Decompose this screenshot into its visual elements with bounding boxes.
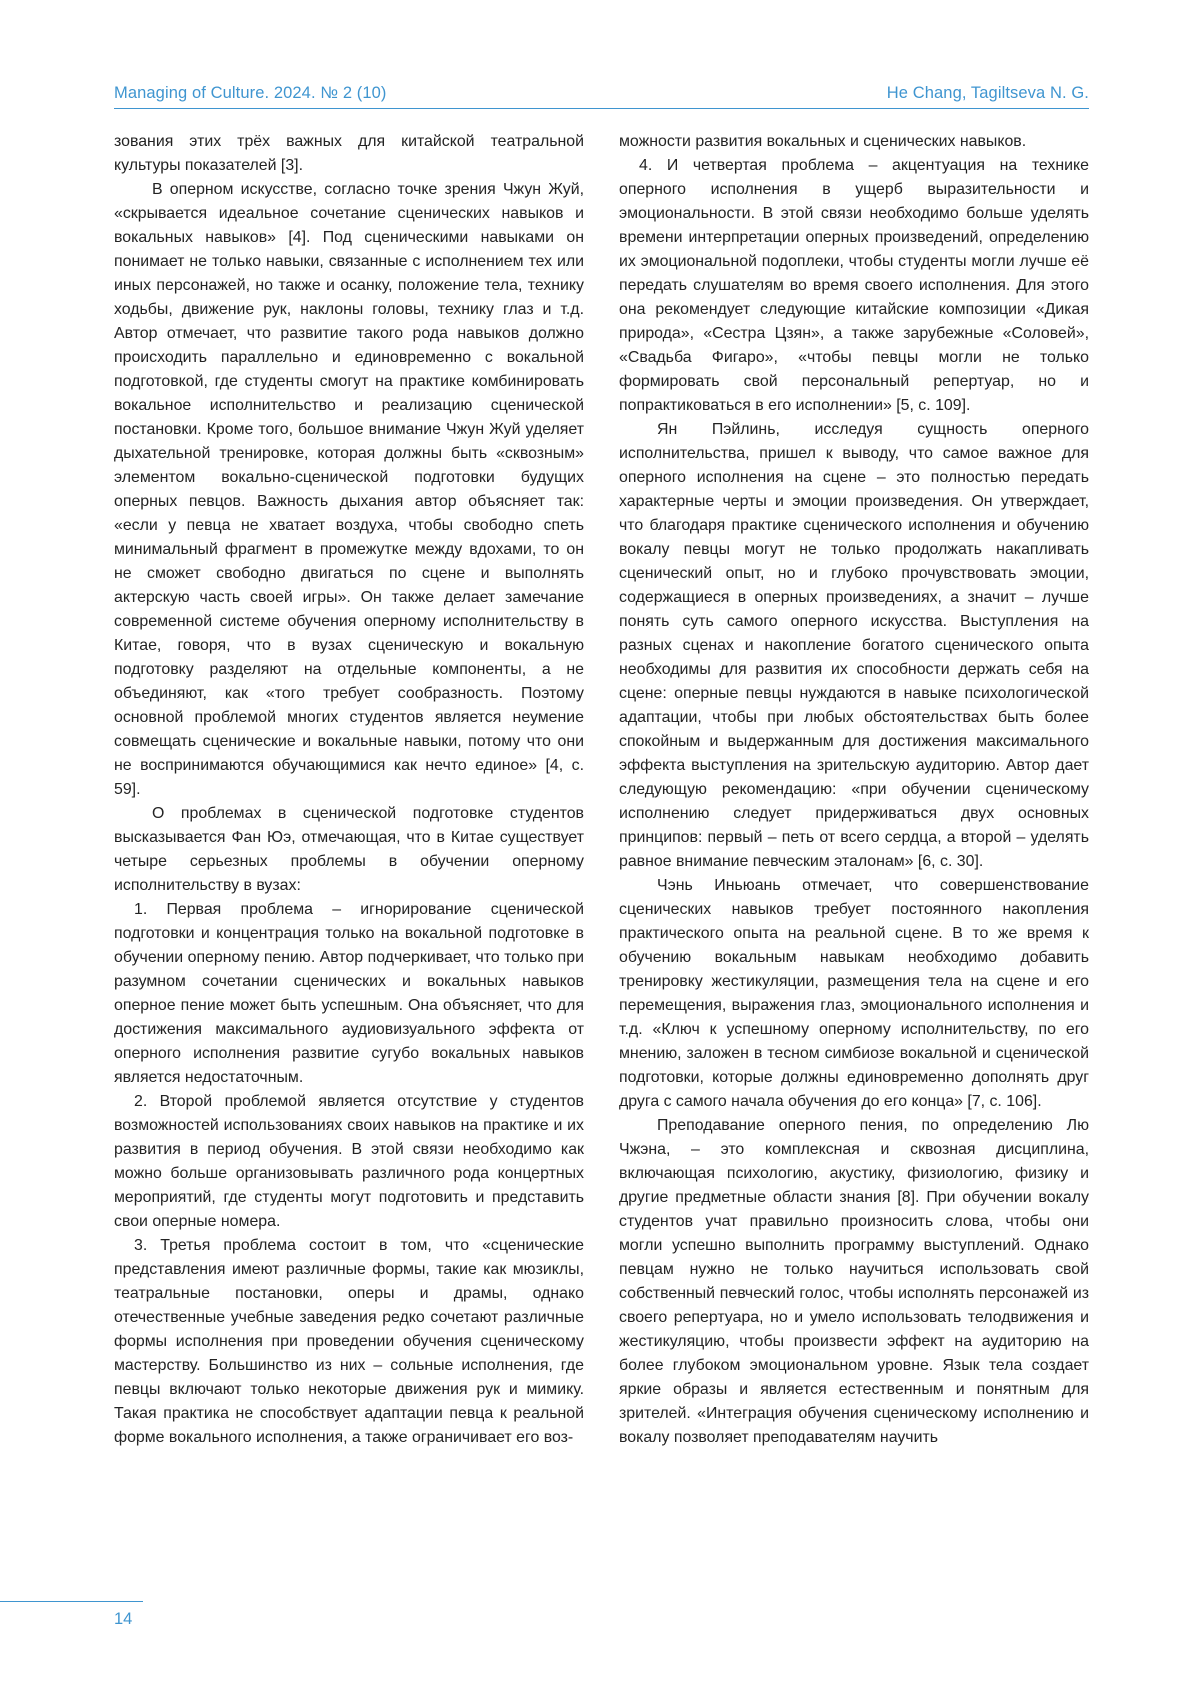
running-head [114,84,1089,109]
article-authors: He Chang, Tagiltseva N. G. [886,84,1089,102]
page-number: 14 [114,1610,133,1628]
paragraph: Ян Пэйлинь, исследуя сущность оперного исполнительства, пришел к выводу, что самое важное для оперного исполнения на сцене – это полностью передать характерные черты и эмоции произведения. Он утверждает, что благодаря практике сценического исполнения и обучению вокалу певцы могут не только продолжать накапливать сценический опыт, но и глубоко прочувствовать эмоции, содержащиеся в оперных произведениях, а значит – лучше понять суть самого оперного искусства. Выступления на разных сценах и накопление богатого сценического опыта необходимы для развития их способности держать себя на сцене: оперные певцы нуждаются в навыке психологической адаптации, чтобы при любых обстоятельствах быть более спокойным и выдержанным для достижения максимального эффекта выступления на зрительскую аудиторию. Автор дает следующую рекомендацию: «при обучении сценическому исполнению следует придерживаться двух основных принципов: первый – петь от всего сердца, а второй – уделять равное внимание певческим эталонам» [6, с. 30]. [619,421,1089,870]
paragraph: В оперном искусстве, согласно точке зрения Чжун Жуй, «скрывается идеальное сочетание сценических навыков и вокальных навыков» [4]. Под сценическими навыками он понимает не только навыки, связанные с исполнением тех или иных персонажей, но также и осанку, положение тела, технику ходьбы, движение рук, наклоны головы, технику глаз и т.д. Автор отмечает, что развитие такого рода навыков должно происходить параллельно и единовременно с вокальной подготовкой, где студенты смогут на практике комбинировать вокальное исполнительство и реализацию сценической постановки. Кроме того, большое внимание Чжун Жуй уделяет дыхательной тренировке, которая должны быть «сквозным» элементом вокально-сценической подготовки будущих оперных певцов. Важность дыхания автор объясняет так: «если у певца не хватает воздуха, чтобы свободно спеть минимальный фрагмент в промежутке между вдохами, то он не сможет свободно двигаться по сцене и выполнять актерскую часть своей игры». Он также делает замечание современной системе обучения оперному исполнительству в Китае, говоря, что в вузах сценическую и вокальную подготовку разделяют на отдельные компоненты, а не объединяют, как «того требует сообразность. Поэтому основной проблемой многих студентов является неумение совмещать сценические и вокальные навыки, потому что они не воспринимаются обучающимися как нечто единое» [4, с. 59]. [114,181,584,798]
paragraph: О проблемах в сценической подготовке студентов высказывается Фан Юэ, отмечающая, что в Китае существует четыре серьезных проблемы в обучении оперному исполнительству в вузах: [114,805,584,894]
paragraph: зования этих трёх важных для китайской театральной культуры показателей [3]. [114,133,584,174]
list-item: 1. Первая проблема – игнорирование сценической подготовки и концентрация только на вокальной подготовке в обучении оперному пению. Автор подчеркивает, что только при разумном сочетании сценических и вокальных навыков оперное пение может быть успешным. Она объясняет, что для достижения максимального аудиовизуального эффекта от оперного исполнения развитие сугубо вокальных навыков является недостаточным. [114,901,584,1086]
right-column [619,130,1089,1450]
list-item: 4. И четвертая проблема – акцентуация на технике оперного исполнения в ущерб выразительности и эмоциональности. В этой связи необходимо больше уделять времени интерпретации оперных произведений, определению их эмоциональной подоплеки, чтобы студенты могли лучше её передать слушателям во время своего исполнения. Для этого она рекомендует следующие китайские композиции «Дикая природа», «Сестра Цзян», а также зарубежные «Соловей», «Свадьба Фигаро», «чтобы певцы могли не только формировать свой персональный репертуар, но и попрактиковаться в его исполнении» [5, с. 109]. [619,157,1089,414]
paragraph: можности развития вокальных и сценических навыков. [619,133,1027,150]
journal-title: Managing of Culture. 2024. № 2 (10) [114,84,387,102]
list-item: 3. Третья проблема состоит в том, что «сценические представления имеют различные формы, такие как мюзиклы, театральные постановки, оперы и драмы, однако отечественные учебные заведения редко сочетают различные формы исполнения при проведении обучения сценическому мастерству. Большинство из них – сольные исполнения, где певцы включают только некоторые движения рук и мимику. Такая практика не способствует адаптации певца к реальной форме вокального исполнения, а также ограничивает его воз- [114,1237,584,1446]
footer-rule [0,1601,143,1602]
left-column [114,130,584,1450]
paragraph: Чэнь Иньюань отмечает, что совершенствование сценических навыков требует постоянного накопления практического опыта на реальной сцене. В то же время к обучению вокальным навыкам необходимо добавить тренировку жестикуляции, размещения тела на сцене и его перемещения, выражения глаз, эмоционального исполнения и т.д. «Ключ к успешному оперному исполнительству, по его мнению, заложен в тесном симбиозе вокальной и сценической подготовки, которые должны единовременно дополнять друг друга с самого начала обучения до его конца» [7, с. 106]. [619,877,1089,1110]
paragraph: Преподавание оперного пения, по определению Лю Чжэна, – это комплексная и сквозная дисциплина, включающая психологию, акустику, физиологию, физику и другие предметные области знания [8]. При обучении вокалу студентов учат правильно произносить слова, чтобы они могли успешно выполнить программу выступлений. Однако певцам нужно не только научиться использовать свой собственный певческий голос, чтобы исполнять персонажей из своего репертуара, но и умело использовать телодвижения и жестикуляцию, чтобы произвести эффект на аудиторию на более глубоком эмоциональном уровне. Язык тела создает яркие образы и является естественным и понятным для зрителей. «Интеграция обучения сценическому исполнению и вокалу позволяет преподавателям научить [619,1117,1089,1446]
list-item: 2. Второй проблемой является отсутствие у студентов возможностей использованиях своих навыков на практике и их развития в период обучения. В этой связи необходимо как можно больше организовывать различного рода концертных мероприятий, где студенты могут подготовить и представить свои оперные номера. [114,1093,584,1230]
